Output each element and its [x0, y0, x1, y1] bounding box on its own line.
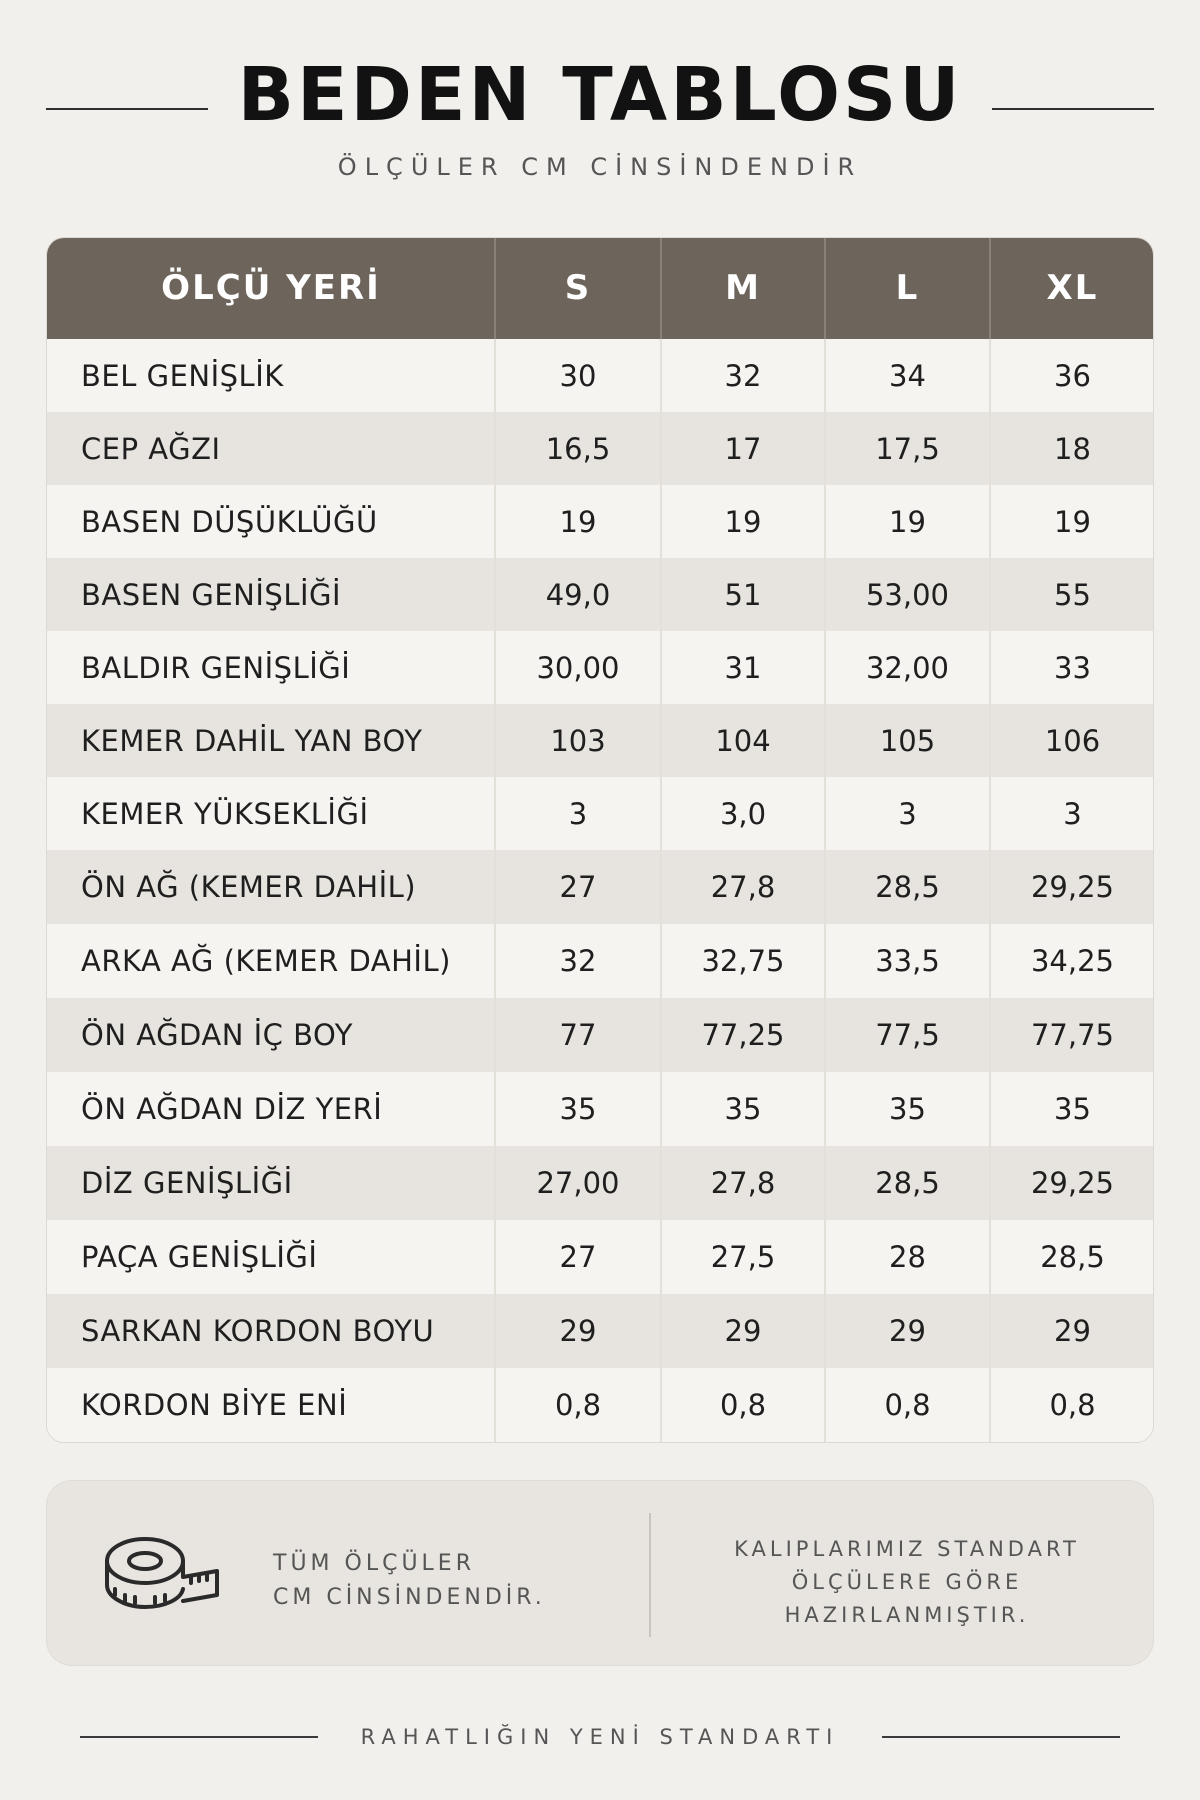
row-label: CEP AĞZI — [81, 431, 221, 466]
info-card — [46, 1480, 1154, 1666]
table-row — [47, 777, 1154, 850]
table-header — [47, 238, 1154, 339]
tagline-divider-right — [882, 1736, 1120, 1738]
measuring-tape-icon — [101, 1531, 221, 1615]
table-cell: 34,25 — [1030, 944, 1115, 978]
table-cell: 19 — [559, 504, 597, 539]
page-header — [0, 48, 1200, 198]
row-label: DİZ GENİŞLİĞİ — [81, 1166, 293, 1200]
table-row — [47, 1072, 1154, 1146]
row-label: BASEN GENİŞLİĞİ — [81, 577, 342, 612]
table-cell: 27,8 — [710, 1166, 776, 1200]
table-cell: 105 — [879, 723, 936, 758]
table-cell: 28,5 — [1040, 1240, 1105, 1274]
column-header-size: M — [725, 268, 761, 308]
row-label: ÖN AĞDAN DİZ YERİ — [81, 1092, 383, 1126]
column-header-size: L — [895, 268, 920, 308]
table-cell: 28 — [889, 1240, 926, 1274]
table-row — [47, 558, 1154, 631]
header-column-divider — [989, 238, 991, 339]
table-row — [47, 339, 1154, 412]
table-cell: 0,8 — [554, 1388, 602, 1422]
column-divider — [494, 238, 496, 1443]
table-cell: 77,75 — [1030, 1018, 1115, 1052]
table-cell: 17,5 — [875, 431, 940, 466]
table-cell: 106 — [1044, 723, 1101, 758]
column-divider — [824, 238, 826, 1443]
table-row — [47, 924, 1154, 998]
column-divider — [989, 238, 991, 1443]
table-cell: 51 — [724, 577, 762, 612]
table-cell: 32,75 — [701, 944, 785, 978]
table-cell: 35 — [889, 1092, 926, 1126]
table-row — [47, 998, 1154, 1072]
table-cell: 33 — [1054, 650, 1091, 685]
table-body — [47, 339, 1154, 1442]
table-cell: 3 — [1063, 796, 1082, 831]
header-column-divider — [660, 238, 662, 339]
size-table — [46, 237, 1154, 1443]
row-label: PAÇA GENİŞLİĞİ — [81, 1240, 318, 1274]
info-card-divider — [649, 1513, 651, 1637]
row-label: KEMER DAHİL YAN BOY — [81, 723, 423, 758]
table-cell: 32 — [559, 944, 597, 978]
table-cell: 19 — [889, 504, 926, 539]
table-cell: 55 — [1054, 577, 1091, 612]
header-column-divider — [494, 238, 496, 339]
row-label: KORDON BİYE ENİ — [81, 1388, 348, 1422]
table-cell: 30,00 — [536, 650, 620, 685]
column-header-size: S — [564, 268, 592, 308]
row-label: ÖN AĞDAN İÇ BOY — [81, 1018, 353, 1052]
table-cell: 32,00 — [865, 650, 950, 685]
info-text-left — [273, 1547, 573, 1615]
table-cell: 3 — [898, 796, 917, 831]
table-cell: 32 — [724, 358, 762, 393]
table-row — [47, 485, 1154, 558]
table-cell: 27 — [559, 870, 597, 904]
header-column-divider — [824, 238, 826, 339]
info-right-line2: ÖLÇÜLERE GÖRE — [791, 1570, 1023, 1594]
table-cell: 31 — [724, 650, 762, 685]
row-label: ÖN AĞ (KEMER DAHİL) — [81, 870, 417, 904]
table-cell: 34 — [889, 358, 926, 393]
page-title: BEDEN TABLOSU — [237, 52, 963, 138]
table-cell: 16,5 — [545, 431, 611, 466]
table-cell: 49,0 — [545, 577, 611, 612]
table-cell: 77,5 — [875, 1018, 940, 1052]
table-row — [47, 1146, 1154, 1220]
table-cell: 19 — [724, 504, 762, 539]
table-cell: 35 — [559, 1092, 597, 1126]
table-cell: 29 — [559, 1314, 597, 1348]
table-cell: 29,25 — [1030, 1166, 1115, 1200]
row-label: BEL GENİŞLİK — [81, 358, 284, 393]
table-row — [47, 1368, 1154, 1442]
info-left-line2: CM CİNSİNDENDİR. — [273, 1585, 546, 1610]
table-cell: 19 — [1054, 504, 1091, 539]
table-cell: 33,5 — [875, 944, 940, 978]
table-cell: 17 — [724, 431, 762, 466]
table-cell: 53,00 — [865, 577, 950, 612]
column-header-size: XL — [1046, 268, 1099, 308]
table-row — [47, 1220, 1154, 1294]
table-cell: 35 — [724, 1092, 762, 1126]
table-cell: 3 — [568, 796, 588, 831]
table-cell: 29 — [889, 1314, 926, 1348]
table-row — [47, 412, 1154, 485]
row-label: BALDIR GENİŞLİĞİ — [81, 650, 351, 685]
table-cell: 27 — [559, 1240, 597, 1274]
table-cell: 0,8 — [1049, 1388, 1096, 1422]
table-cell: 29 — [1054, 1314, 1091, 1348]
table-cell: 30 — [559, 358, 597, 393]
table-cell: 36 — [1054, 358, 1091, 393]
table-cell: 29 — [724, 1314, 762, 1348]
table-cell: 77,25 — [701, 1018, 785, 1052]
page-subtitle: ÖLÇÜLER CM CİNSİNDENDİR — [337, 153, 863, 181]
column-header-measure: ÖLÇÜ YERİ — [161, 268, 381, 308]
table-row — [47, 850, 1154, 924]
tagline: RAHATLIĞIN YENİ STANDARTI — [360, 1725, 840, 1749]
table-cell: 18 — [1054, 431, 1091, 466]
table-cell: 103 — [550, 723, 606, 758]
table-cell: 3,0 — [719, 796, 767, 831]
table-row — [47, 631, 1154, 704]
table-cell: 0,8 — [884, 1388, 931, 1422]
info-text-right — [687, 1533, 1127, 1632]
table-cell: 104 — [715, 723, 771, 758]
table-cell: 35 — [1054, 1092, 1091, 1126]
row-label: ARKA AĞ (KEMER DAHİL) — [81, 944, 451, 978]
table-cell: 27,00 — [536, 1166, 620, 1200]
title-divider-right — [992, 108, 1154, 110]
info-left-line1: TÜM ÖLÇÜLER — [273, 1551, 475, 1576]
info-right-line1: KALIPLARIMIZ STANDART — [734, 1537, 1080, 1561]
table-cell: 27,5 — [710, 1240, 776, 1274]
row-label: SARKAN KORDON BOYU — [81, 1314, 435, 1348]
table-row — [47, 704, 1154, 777]
table-row — [47, 1294, 1154, 1368]
row-label: BASEN DÜŞÜKLÜĞÜ — [81, 504, 378, 539]
table-cell: 0,8 — [719, 1388, 767, 1422]
table-cell: 77 — [559, 1018, 597, 1052]
table-cell: 28,5 — [875, 1166, 940, 1200]
column-divider — [660, 238, 662, 1443]
table-cell: 27,8 — [710, 870, 776, 904]
row-label: KEMER YÜKSEKLİĞİ — [81, 796, 369, 831]
info-right-line3: HAZIRLANMIŞTIR. — [784, 1603, 1030, 1627]
table-cell: 29,25 — [1030, 870, 1115, 904]
table-cell: 28,5 — [875, 870, 940, 904]
